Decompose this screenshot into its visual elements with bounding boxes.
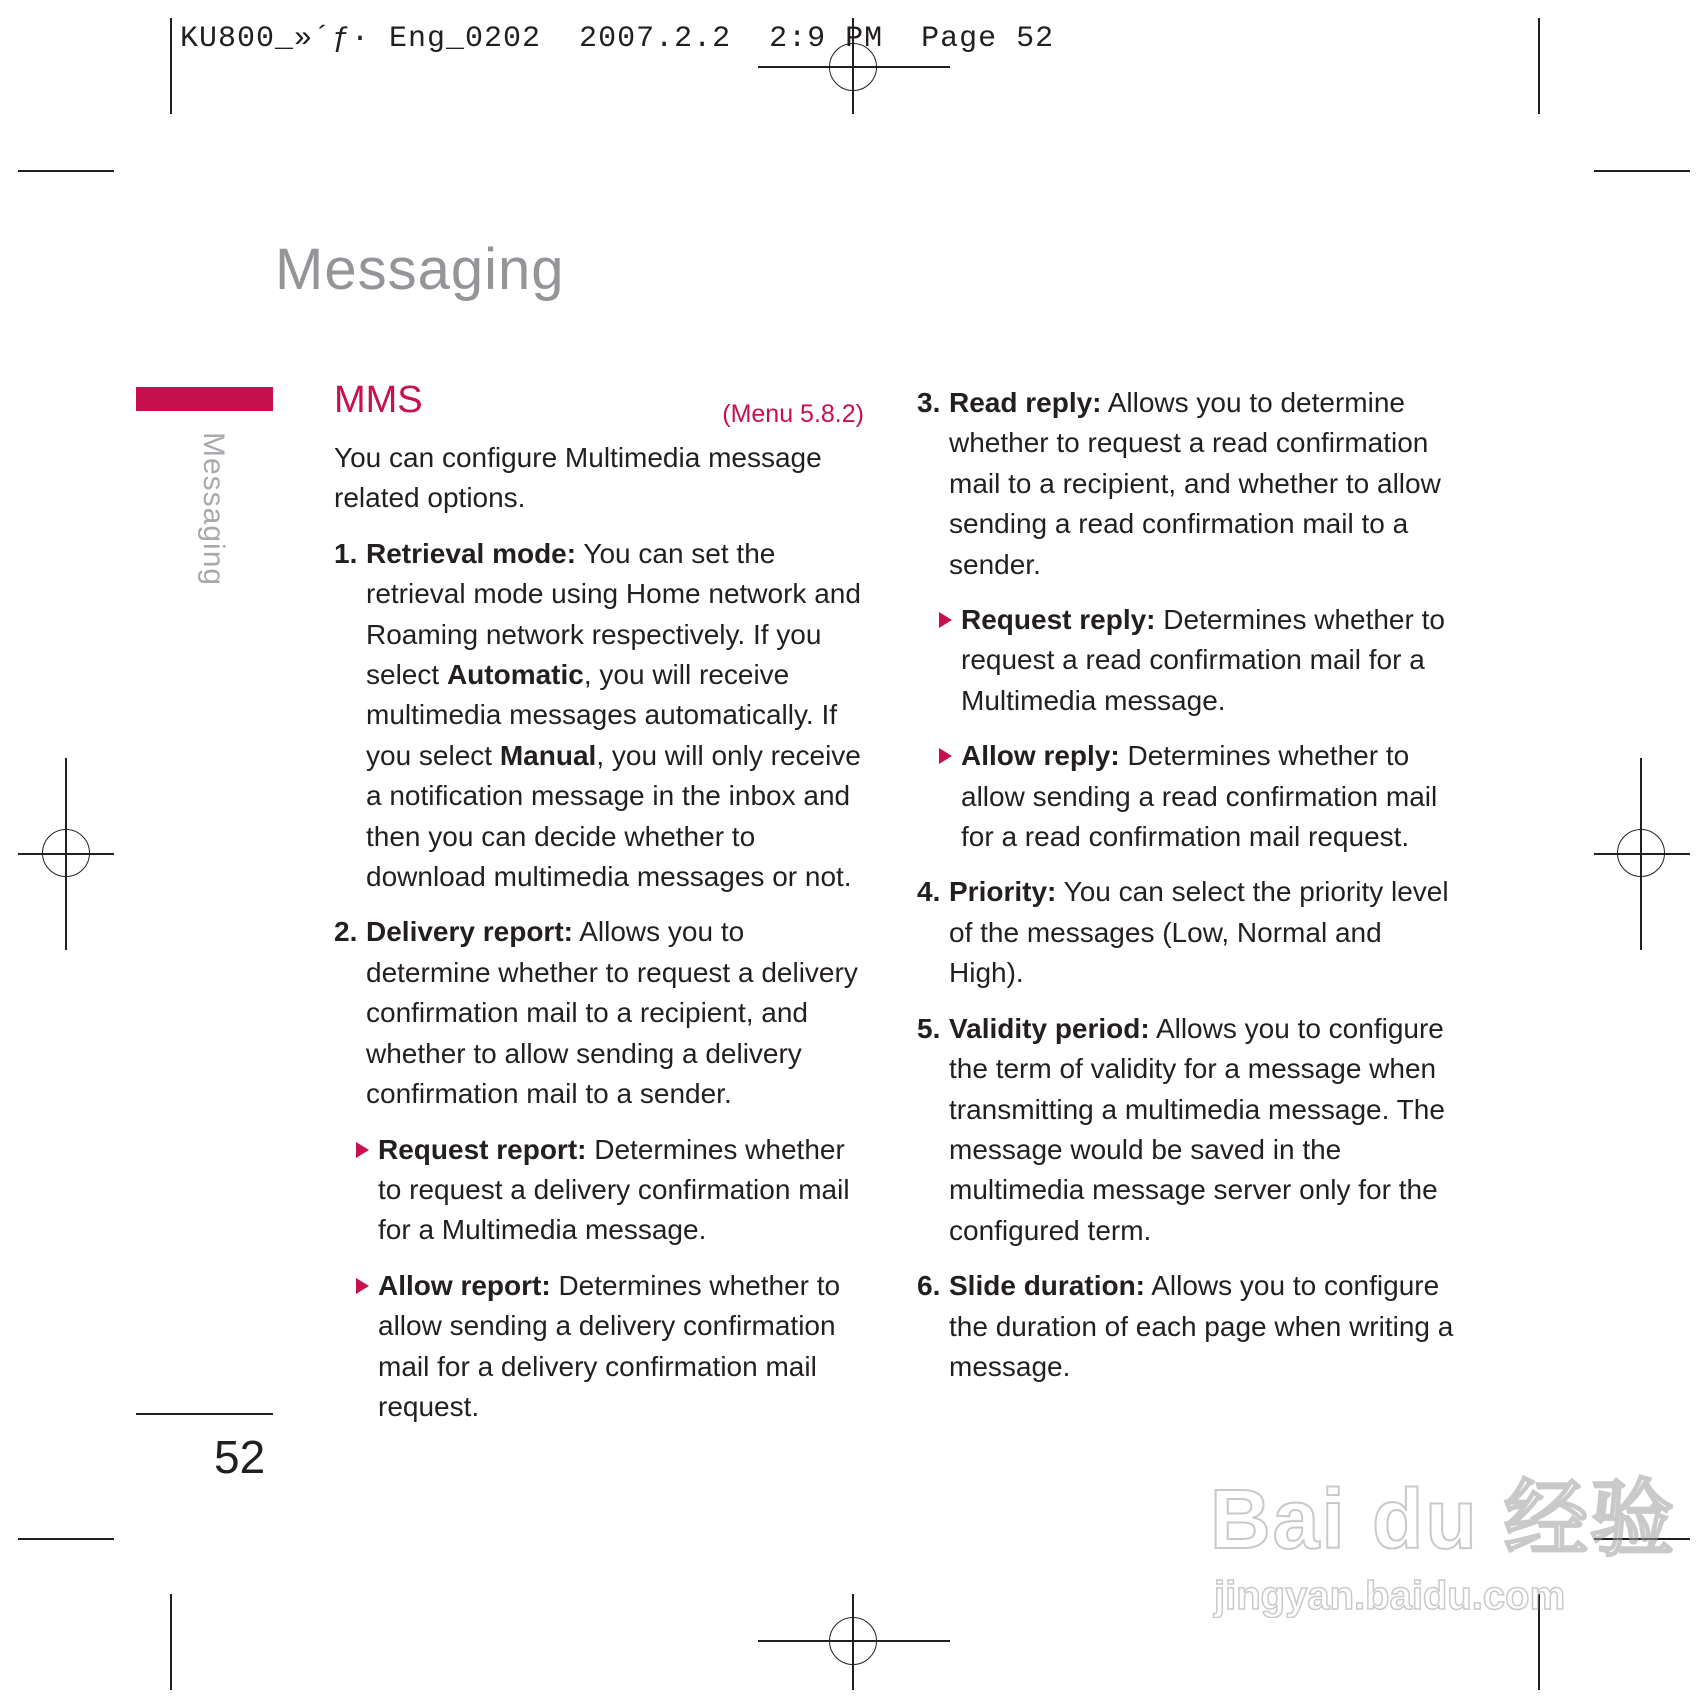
item-text: Allows you to determine whether to request a read confirmation mail to a recipient, and whether to allow sending a read confirmation mail to a sender. [949, 387, 1441, 580]
sub-item-allow-reply [917, 736, 1457, 857]
item-term: Delivery report: [366, 916, 573, 948]
sub-item-text: Determines whether to allow sending a read confirmation mail for a read confirmation mail request. [961, 740, 1438, 853]
crop-mark [170, 18, 172, 114]
left-column [334, 379, 864, 1442]
sub-item-term: Allow reply: [961, 740, 1120, 772]
registration-mark [1617, 829, 1665, 877]
bullet-arrow-icon [939, 612, 952, 628]
crop-mark [1538, 18, 1540, 114]
item-keyword-manual: Manual [499, 739, 597, 771]
crop-mark [1594, 170, 1690, 172]
item-term: Validity period: [949, 1012, 1150, 1044]
item-text: You can select the priority level of the messages (Low, Normal and High). [949, 876, 1449, 989]
sub-item-text: Determines whether to allow sending a delivery confirmation mail for a delivery confirmation mail request. [378, 1269, 841, 1422]
item-number: 4. [917, 876, 941, 908]
list-item-slide-duration [917, 1266, 1457, 1387]
section-title: Messaging [275, 237, 565, 302]
item-term: Slide duration: [949, 1270, 1145, 1302]
item-number: 5. [917, 1012, 941, 1044]
list-item-validity-period [917, 1009, 1457, 1251]
baidu-jingyan-watermark [1210, 1452, 1677, 1642]
item-text: Allows you to configure the duration of each page when writing a message. [949, 1270, 1454, 1382]
crop-mark [18, 1538, 114, 1540]
mms-heading [334, 379, 864, 436]
bullet-arrow-icon [356, 1278, 369, 1294]
list-item-priority [917, 872, 1457, 993]
list-item-delivery-report [334, 912, 864, 1114]
right-column [917, 383, 1457, 1402]
sub-item-request-reply [917, 600, 1457, 721]
crop-mark [18, 170, 114, 172]
page-number: 52 [214, 1431, 266, 1483]
sub-item-term: Allow report: [378, 1269, 551, 1301]
item-number: 6. [917, 1270, 941, 1302]
sub-item-request-report [334, 1130, 864, 1251]
item-number: 2. [334, 916, 358, 948]
sub-item-term: Request report: [378, 1133, 587, 1165]
item-text: , you will only receive a notification message in the inbox and then you can decide whether to download multimedia messages or not. [366, 739, 861, 893]
sub-item-text: Determines whether to request a read confirmation mail for a Multimedia message. [961, 604, 1445, 716]
sub-item-allow-report [334, 1266, 864, 1428]
item-text: Allows you to configure the term of validity for a message when transmitting a multimedia message. The message would be saved in the multimedia message server only for the configured term. [949, 1012, 1445, 1246]
item-number: 3. [917, 387, 941, 418]
watermark-url: jingyan.baidu.com [1214, 1574, 1566, 1618]
list-item-read-reply [917, 383, 1457, 585]
bullet-arrow-icon [356, 1142, 369, 1158]
item-text: Allows you to determine whether to request a delivery confirmation mail to a recipient, and whether to allow sending a delivery confirmation mail to a sender. [366, 916, 858, 1110]
bullet-arrow-icon [939, 748, 952, 764]
list-item-retrieval-mode [334, 534, 864, 898]
item-text: You can set the retrieval mode using Home network and Roaming network respectively. If you select [366, 537, 861, 691]
sub-item-text: Determines whether to request a delivery confirmation mail for a Multimedia message. [378, 1133, 850, 1246]
crop-mark [170, 1594, 172, 1690]
mms-intro: You can configure Multimedia message related options. [334, 442, 822, 514]
item-keyword-automatic: Automatic [446, 659, 584, 691]
print-slug-line: KU800_»´ƒ· Eng_0202 2007.2.2 2:9 PM Page 52 [180, 22, 1055, 56]
menu-reference: (Menu 5.8.2) [722, 400, 864, 428]
page-number-rule [136, 1413, 273, 1415]
item-term: Priority: [949, 876, 1057, 908]
mms-title: MMS [334, 379, 423, 421]
item-text: , you will receive multimedia messages automatically. If you select [366, 659, 837, 771]
side-tab-label: Messaging [197, 432, 230, 587]
registration-mark [42, 829, 90, 877]
sub-item-term: Request reply: [961, 604, 1156, 636]
item-number: 1. [334, 537, 358, 569]
watermark-logo-text: Bai du 经验 [1210, 1472, 1677, 1566]
registration-mark [829, 1617, 877, 1665]
item-term: Retrieval mode: [366, 537, 577, 569]
item-term: Read reply: [949, 387, 1102, 418]
section-tab-bar [136, 387, 273, 411]
